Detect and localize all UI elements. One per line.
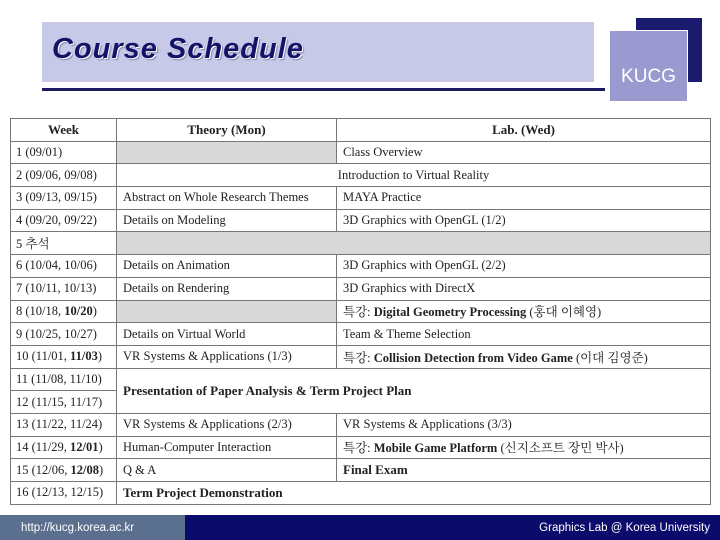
merged-cell: Introduction to Virtual Reality <box>117 164 711 187</box>
week-cell: 9 (10/25, 10/27) <box>11 323 117 346</box>
footer-lab-name: Graphics Lab @ Korea University <box>539 522 710 534</box>
week-date-bold: 12/08 <box>70 462 99 477</box>
week-date-text: ) <box>99 462 104 477</box>
week-cell: 3 (09/13, 09/15) <box>11 187 117 210</box>
week-cell: 13 (11/22, 11/24) <box>11 413 117 436</box>
lab-cell: Team & Theme Selection <box>337 323 711 346</box>
special-lecture-title: Digital Geometry Processing <box>373 305 527 320</box>
special-lecture-speaker: (이대 김영준) <box>572 350 648 365</box>
week-date-text: ) <box>92 303 97 318</box>
holiday-cell-empty <box>117 232 711 255</box>
lab-cell: Class Overview <box>337 141 711 164</box>
special-lecture-prefix: 특강: <box>343 441 374 456</box>
week-date-bold: 10/20 <box>64 303 93 318</box>
column-header-lab: Lab. (Wed) <box>337 119 711 142</box>
table-row <box>11 187 711 210</box>
theory-cell-empty <box>117 300 337 323</box>
table-row <box>11 436 711 459</box>
table-row <box>11 164 711 187</box>
demonstration-cell: Term Project Demonstration <box>117 482 711 505</box>
table-row <box>11 345 711 368</box>
title-underline <box>42 88 605 91</box>
theory-cell: Abstract on Whole Research Themes <box>117 187 337 210</box>
table-row <box>11 300 711 323</box>
special-lecture-speaker: (홍대 이혜영) <box>526 305 602 320</box>
special-lecture-title: Mobile Game Platform <box>373 441 498 456</box>
column-header-theory: Theory (Mon) <box>117 119 337 142</box>
week-cell: 12 (11/15, 11/17) <box>11 391 117 414</box>
theory-cell: Details on Animation <box>117 255 337 278</box>
week-date-text: 14 (11/29, <box>16 439 71 454</box>
week-cell: 4 (09/20, 09/22) <box>11 209 117 232</box>
week-date-text: ) <box>98 439 103 454</box>
lab-cell: 3D Graphics with DirectX <box>337 277 711 300</box>
week-cell: 16 (12/13, 12/15) <box>11 482 117 505</box>
lab-cell-final-exam: Final Exam <box>337 459 711 482</box>
lab-cell-special-lecture <box>337 345 711 368</box>
theory-cell: Details on Modeling <box>117 209 337 232</box>
table-row <box>11 323 711 346</box>
week-date-text: 10 (11/01, <box>16 349 71 364</box>
week-date-text: 8 (10/18, <box>16 303 65 318</box>
lab-cell: 3D Graphics with OpenGL (1/2) <box>337 209 711 232</box>
week-cell <box>11 459 117 482</box>
table-row <box>11 459 711 482</box>
week-cell <box>11 345 117 368</box>
theory-cell-empty <box>117 141 337 164</box>
theory-cell: Human-Computer Interaction <box>117 436 337 459</box>
week-cell: 11 (11/08, 11/10) <box>11 368 117 391</box>
week-cell: 2 (09/06, 09/08) <box>11 164 117 187</box>
table-row <box>11 277 711 300</box>
table-header-row <box>11 119 711 142</box>
slide-title: Course Schedule <box>52 33 304 65</box>
week-cell: 5 추석 <box>11 232 117 255</box>
table-row <box>11 209 711 232</box>
lab-cell: MAYA Practice <box>337 187 711 210</box>
column-header-week: Week <box>11 119 117 142</box>
theory-cell: Details on Rendering <box>117 277 337 300</box>
table-row <box>11 368 711 391</box>
table-row <box>11 141 711 164</box>
week-date-text: 15 (12/06, <box>16 462 71 477</box>
presentation-cell: Presentation of Paper Analysis & Term Project Plan <box>117 368 711 413</box>
week-cell <box>11 436 117 459</box>
lab-cell-special-lecture <box>337 436 711 459</box>
special-lecture-prefix: 특강: <box>343 305 374 320</box>
special-lecture-title: Collision Detection from Video Game <box>373 350 573 365</box>
table-row <box>11 413 711 436</box>
week-cell <box>11 300 117 323</box>
theory-cell: VR Systems & Applications (1/3) <box>117 345 337 368</box>
week-cell: 1 (09/01) <box>11 141 117 164</box>
kucg-logo: KUCG <box>621 66 676 87</box>
theory-cell: VR Systems & Applications (2/3) <box>117 413 337 436</box>
special-lecture-prefix: 특강: <box>343 350 374 365</box>
table-row <box>11 255 711 278</box>
theory-cell: Q & A <box>117 459 337 482</box>
table-row <box>11 482 711 505</box>
week-cell: 6 (10/04, 10/06) <box>11 255 117 278</box>
schedule-table <box>10 118 711 505</box>
lab-cell: VR Systems & Applications (3/3) <box>337 413 711 436</box>
week-cell: 7 (10/11, 10/13) <box>11 277 117 300</box>
theory-cell: Details on Virtual World <box>117 323 337 346</box>
lab-cell: 3D Graphics with OpenGL (2/2) <box>337 255 711 278</box>
week-date-bold: 12/01 <box>70 439 99 454</box>
table-row <box>11 232 711 255</box>
week-date-bold: 11/03 <box>70 349 98 364</box>
special-lecture-speaker: (신지소프트 장민 박사) <box>497 441 624 456</box>
footer-url-link[interactable]: http://kucg.korea.ac.kr <box>21 522 135 534</box>
week-date-text: ) <box>97 349 103 364</box>
lab-cell-special-lecture <box>337 300 711 323</box>
